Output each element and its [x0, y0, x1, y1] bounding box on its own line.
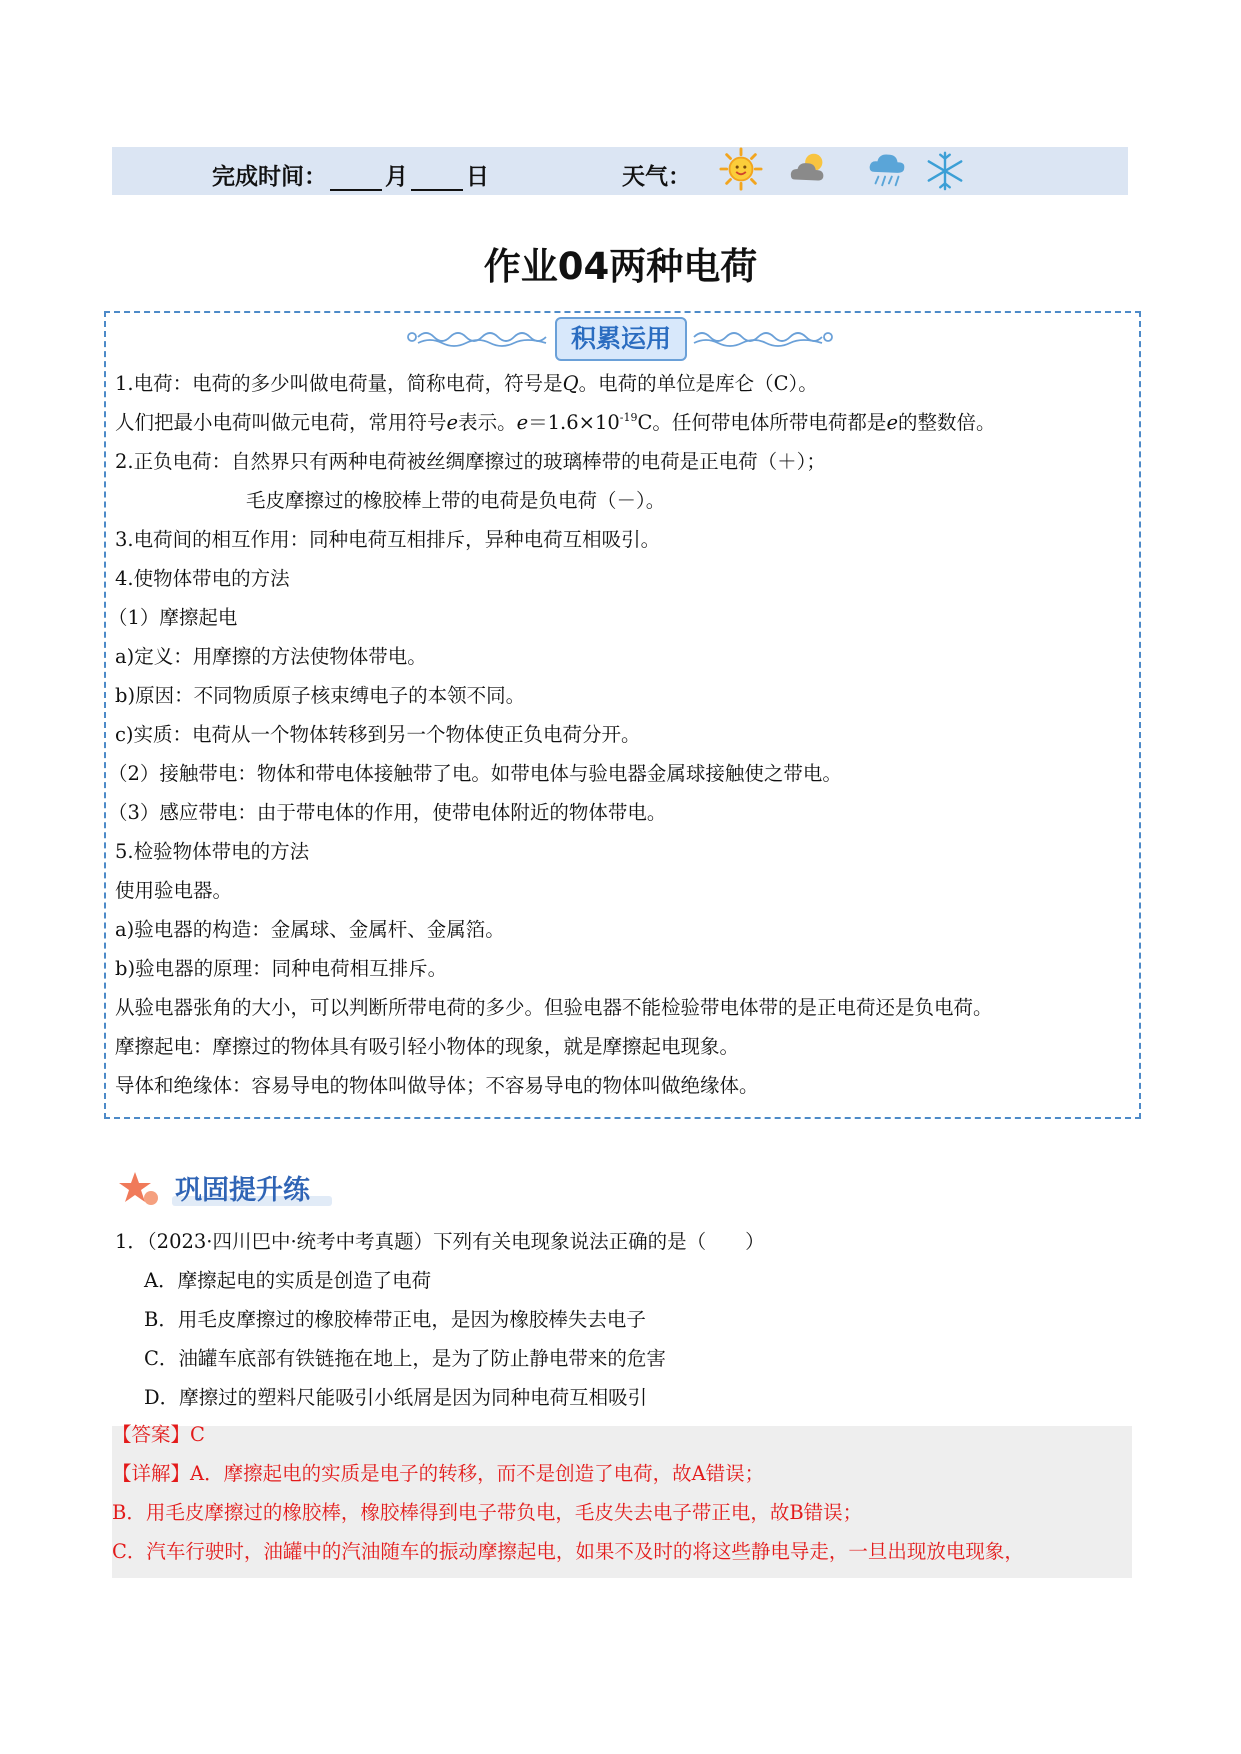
knowledge-line-15: a)验电器的构造：金属球、金属杆、金属箔。 — [115, 918, 505, 941]
knowledge-line-2: 人们把最小电荷叫做元电荷，常用符号e表示。$e=1.6\times 10^{-19}C$。任何带电体所带电荷都是e的整数倍。 — [115, 411, 996, 434]
knowledge-line-18: 摩擦起电：摩擦过的物体具有吸引轻小物体的现象，就是摩擦起电现象。 — [115, 1035, 740, 1058]
knowledge-line-17: 从验电器张角的大小，可以判断所带电荷的多少。但验电器不能检验带电体带的是正电荷还是负电荷。 — [115, 996, 993, 1019]
knowledge-line-5: 3.电荷间的相互作用：同种电荷互相排斥，异种电荷互相吸引。 — [115, 528, 661, 551]
cloudy-sun-icon[interactable] — [786, 147, 832, 191]
explain-line-3: C．汽车行驶时，油罐中的汽油随车的振动摩擦起电，如果不及时的将这些静电导走，一旦出现放电现象， — [112, 1540, 1024, 1563]
option-d[interactable]: D．摩擦过的塑料尺能吸引小纸屑是因为同种电荷互相吸引 — [144, 1386, 648, 1409]
star-icon — [118, 1170, 162, 1208]
knowledge-line-7: （1）摩擦起电 — [108, 606, 238, 629]
explain-line-1: 【详解】A．摩擦起电的实质是电子的转移，而不是创造了电荷，故A错误； — [112, 1462, 765, 1485]
day-blank[interactable] — [411, 169, 463, 191]
knowledge-line-6: 4.使物体带电的方法 — [115, 567, 290, 590]
answer-label: 【答案】 — [112, 1423, 191, 1446]
knowledge-line-4: 毛皮摩擦过的橡胶棒上带的电荷是负电荷（－）。 — [246, 489, 666, 512]
knowledge-line-10: c)实质：电荷从一个物体转移到另一个物体使正负电荷分开。 — [115, 723, 641, 746]
month-label: 月 — [385, 164, 408, 190]
knowledge-line-19: 导体和绝缘体：容易导电的物体叫做导体；不容易导电的物体叫做绝缘体。 — [115, 1074, 759, 1097]
time-label: 完成时间： — [212, 164, 327, 190]
snowflake-icon[interactable] — [922, 149, 968, 193]
sun-icon[interactable] — [718, 147, 764, 191]
knowledge-line-14: 使用验电器。 — [115, 879, 233, 902]
option-c[interactable]: C．油罐车底部有铁链拖在地上，是为了防止静电带来的危害 — [144, 1347, 666, 1370]
knowledge-line-1: 1.电荷：电荷的多少叫做电荷量，简称电荷，符号是Q。电荷的单位是库仑（C）。 — [115, 372, 818, 395]
option-b[interactable]: B．用毛皮摩擦过的橡胶棒带正电，是因为橡胶棒失去电子 — [144, 1308, 646, 1331]
knowledge-line-16: b)验电器的原理：同种电荷相互排斥。 — [115, 957, 448, 980]
weather-label: 天气： — [622, 164, 691, 190]
knowledge-line-9: b)原因：不同物质原子核束缚电子的本领不同。 — [115, 684, 526, 707]
question-1: 1．（2023·四川巴中·统考中考真题）下列有关电现象说法正确的是（ ） — [115, 1230, 765, 1253]
explain-label: 【详解】 — [112, 1462, 191, 1485]
explain-line-2: B．用毛皮摩擦过的橡胶棒，橡胶棒得到电子带负电，毛皮失去电子带正电，故B错误； — [112, 1501, 863, 1524]
day-label: 日 — [466, 164, 489, 190]
month-blank[interactable] — [330, 169, 382, 191]
completion-time — [212, 158, 489, 191]
banner-title: 积累运用 — [555, 317, 687, 361]
knowledge-line-3: 2.正负电荷：自然界只有两种电荷被丝绸摩擦过的玻璃棒带的电荷是正电荷（＋）； — [115, 450, 826, 473]
knowledge-line-12: （3）感应带电：由于带电体的作用，使带电体附近的物体带电。 — [108, 801, 667, 824]
knowledge-line-11: （2）接触带电：物体和带电体接触带了电。如带电体与验电器金属球接触使之带电。 — [108, 762, 842, 785]
answer-line — [112, 1421, 205, 1449]
knowledge-line-13: 5.检验物体带电的方法 — [115, 840, 310, 863]
section-title: 巩固提升练 — [175, 1175, 310, 1206]
knowledge-line-8: a)定义：用摩擦的方法使物体带电。 — [115, 645, 427, 668]
option-a[interactable]: A．摩擦起电的实质是创造了电荷 — [144, 1269, 432, 1292]
answer-value: C — [190, 1423, 205, 1446]
rain-icon[interactable] — [864, 147, 910, 191]
page-title: 作业04两种电荷 — [483, 245, 758, 288]
